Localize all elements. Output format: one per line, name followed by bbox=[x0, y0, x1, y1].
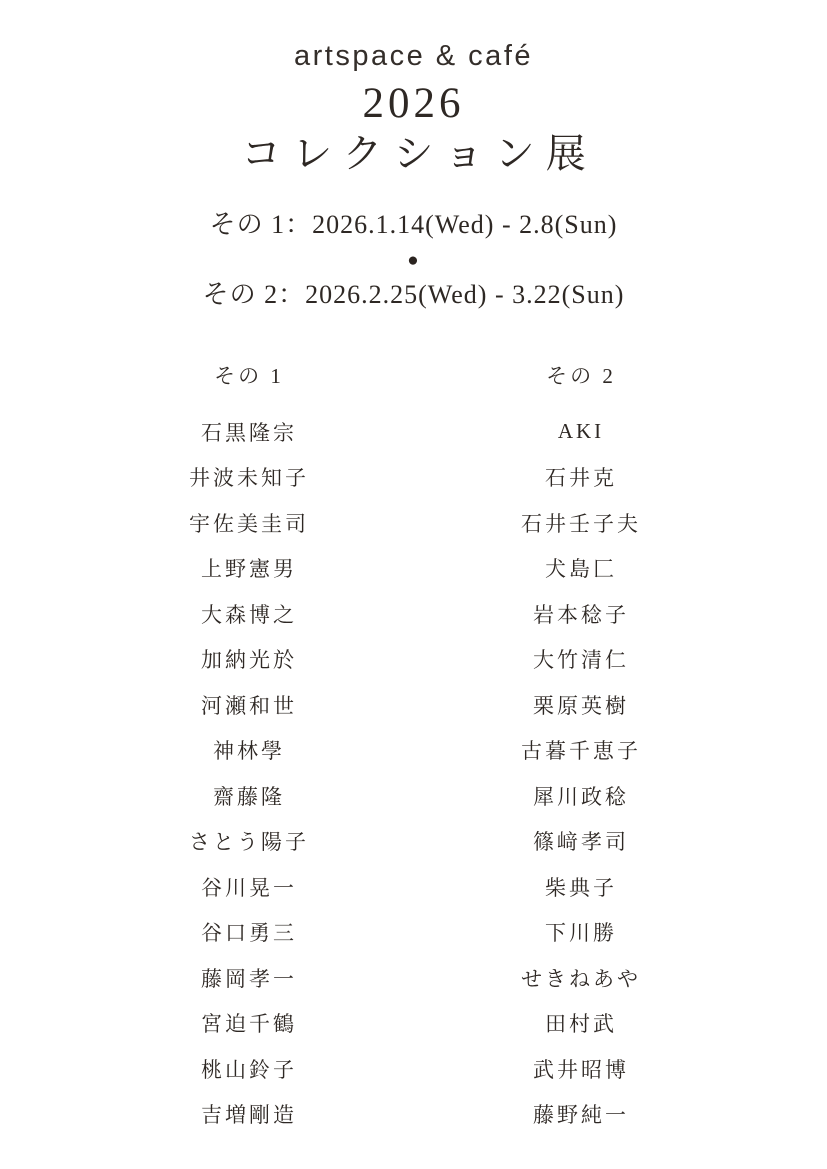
artist-name: 加納光於 bbox=[201, 648, 297, 673]
artist-name: 岩本稔子 bbox=[533, 602, 629, 627]
artist-name: 藤野純一 bbox=[533, 1103, 629, 1128]
artist-name: 桃山鈴子 bbox=[201, 1057, 297, 1082]
year-heading: 2026 bbox=[362, 80, 465, 127]
schedule-section bbox=[0, 210, 827, 310]
artist-name: 上野憲男 bbox=[201, 557, 297, 582]
artist-name: 篠﨑孝司 bbox=[533, 830, 629, 855]
artist-name: 齋藤隆 bbox=[213, 784, 285, 809]
artist-name: 大森博之 bbox=[201, 602, 297, 627]
column-header-session1: その 1 bbox=[214, 363, 284, 388]
artist-name: 犀川政稔 bbox=[533, 784, 629, 809]
artist-name: 宮迫千鶴 bbox=[201, 1012, 297, 1037]
poster-header bbox=[0, 0, 827, 176]
artist-name: AKI bbox=[557, 419, 605, 444]
artist-list bbox=[82, 360, 746, 1137]
artist-name: せきねあや bbox=[521, 966, 641, 991]
artist-name: 神林學 bbox=[213, 739, 285, 764]
artist-name: 下川勝 bbox=[545, 921, 617, 946]
brand-title: artspace & café bbox=[294, 40, 533, 72]
exhibition-title: コレクション展 bbox=[241, 131, 597, 176]
artist-name: 河瀬和世 bbox=[201, 693, 297, 718]
artist-name: 藤岡孝一 bbox=[201, 966, 297, 991]
artist-name: 谷口勇三 bbox=[201, 921, 297, 946]
artist-name: 武井昭博 bbox=[533, 1057, 629, 1082]
bullet-separator-icon: ● bbox=[407, 249, 420, 271]
column-header-session2: その 2 bbox=[546, 363, 616, 388]
artist-name: 宇佐美圭司 bbox=[189, 511, 309, 536]
artist-name: 田村武 bbox=[545, 1012, 617, 1037]
session1-dates: その 1：2026.1.14(Wed) - 2.8(Sun) bbox=[209, 210, 618, 239]
artist-name: 井波未知子 bbox=[189, 466, 309, 491]
artist-name: 吉増剛造 bbox=[201, 1103, 297, 1128]
artist-name: 大竹清仁 bbox=[533, 648, 629, 673]
artist-name: 犬島匚 bbox=[545, 557, 617, 582]
artist-name: 谷川晃一 bbox=[201, 875, 297, 900]
artist-name: 栗原英樹 bbox=[533, 693, 629, 718]
session2-dates: その 2：2026.2.25(Wed) - 3.22(Sun) bbox=[202, 279, 625, 309]
artist-name: 古暮千恵子 bbox=[521, 739, 641, 764]
artist-name: 石井壬子夫 bbox=[521, 511, 641, 536]
artist-name: さとう陽子 bbox=[189, 830, 309, 855]
artist-name: 柴典子 bbox=[545, 875, 617, 900]
artist-name: 石井克 bbox=[545, 466, 617, 491]
column-session2 bbox=[414, 360, 746, 1137]
artist-name: 石黒隆宗 bbox=[201, 420, 297, 445]
column-session1 bbox=[82, 360, 414, 1137]
